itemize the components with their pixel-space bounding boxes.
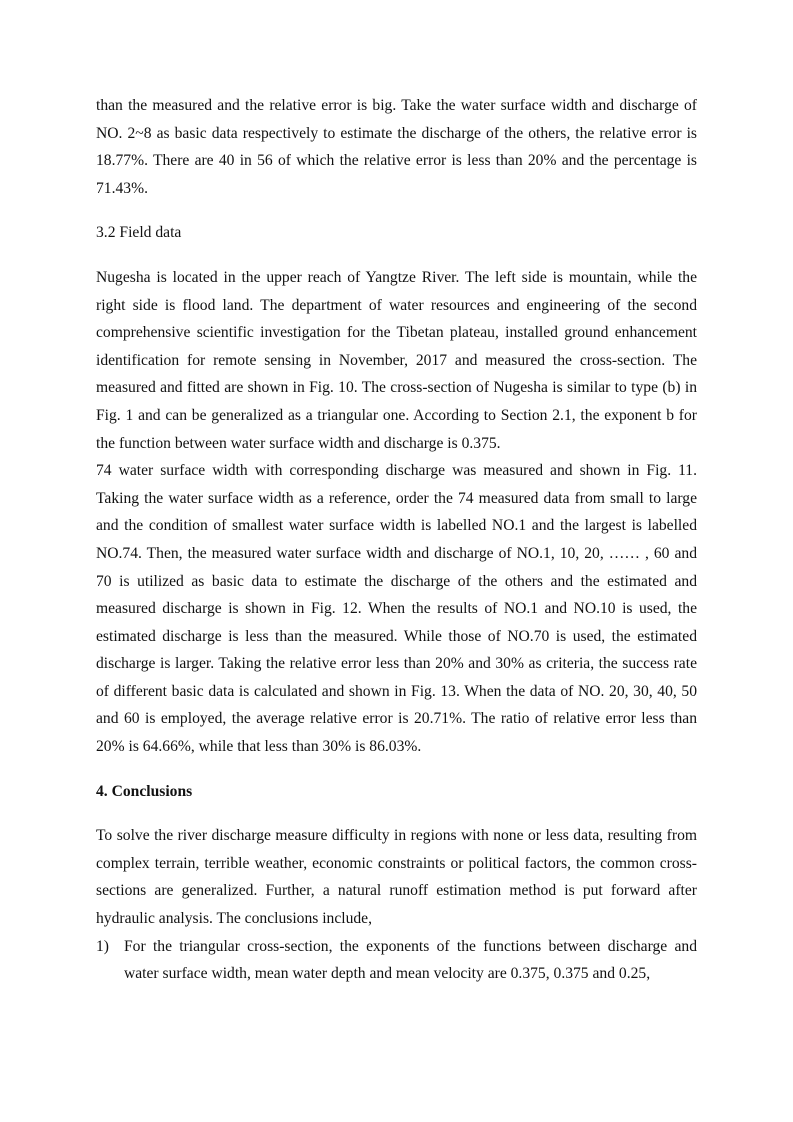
- section-heading-field-data: 3.2 Field data: [96, 224, 182, 242]
- paragraph-measured-data: 74 water surface width with corresponding discharge was measured and shown in Fig. 11. Taking the water surface width as a reference, order the 74 measured data from small to large and the condition of smallest water surface width is labelled NO.1 and the largest is labelled NO.74. Then, the measured water surface width and discharge of NO.1, 10, 20, …… , 60 and 70 is utilized as basic data to estimate the discharge of the others and the estimated and measured discharge is shown in Fig. 12. When the results of NO.1 and NO.10 is used, the estimated discharge is less than the measured. While those of NO.70 is used, the estimated discharge is larger. Taking the relative error less than 20% and 30% as criteria, the success rate of different basic data is calculated and shown in Fig. 13. When the data of NO. 20, 30, 40, 50 and 60 is employed, the average relative error is 20.71%. The ratio of relative error less than 20% is 64.66%, while that less than 30% is 86.03%.: [96, 462, 697, 756]
- conclusion-text: For the triangular cross-section, the exponents of the functions between discharge and water surface width, mean water depth and mean velocity are 0.375, 0.375 and 0.25,: [124, 937, 697, 983]
- paragraph-conclusions-intro: To solve the river discharge measure difficulty in regions with none or less data, resulting from complex terrain, terrible weather, economic constraints or political factors, the common cross-sections are generalized. Further, a natural runoff estimation method is put forward after hydraulic analysis. The conclusions include,: [96, 827, 697, 928]
- conclusion-item-1: [96, 933, 697, 988]
- list-marker: 1): [96, 937, 109, 955]
- paragraph-relative-error: than the measured and the relative error is big. Take the water surface width and discharge of NO. 2~8 as basic data respectively to estimate the discharge of the others, the relative error is 18.77%. There are 40 in 56 of which the relative error is less than 20% and the percentage is 71.43%.: [96, 97, 697, 197]
- paragraph-nugesha-location: Nugesha is located in the upper reach of Yangtze River. The left side is mountain, while the right side is flood land. The department of water resources and engineering of the second comprehensive scientific investigation for the Tibetan plateau, installed ground enhancement identification for remote sensing in November, 2017 and measured the cross-section. The measured and fitted are shown in Fig. 10. The cross-section of Nugesha is similar to type (b) in Fig. 1 and can be generalized as a triangular one. According to Section 2.1, the exponent b for the function between water surface width and discharge is 0.375.: [96, 268, 697, 452]
- conclusions-list: [96, 933, 697, 988]
- section-heading-conclusions: 4. Conclusions: [96, 782, 193, 800]
- paper-page: [96, 92, 697, 988]
